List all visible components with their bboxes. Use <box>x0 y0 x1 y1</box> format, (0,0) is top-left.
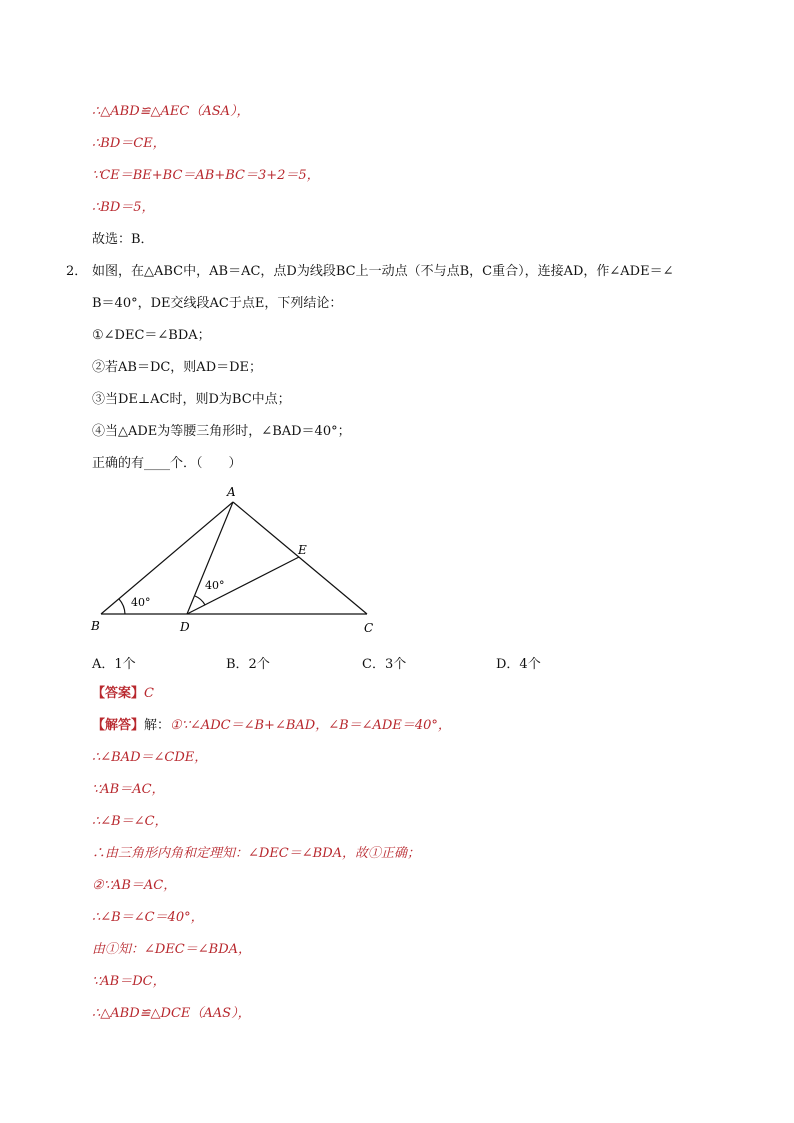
segment-ad <box>187 502 233 614</box>
answer-value: C <box>144 686 154 701</box>
triangle-figure <box>85 480 385 640</box>
option-d[interactable]: D．4个 <box>496 657 541 672</box>
answer-tag: 【答案】 <box>92 686 145 701</box>
label-d: D <box>180 620 190 634</box>
analysis-step: ∵AB＝DC， <box>92 974 166 989</box>
question-prompt: 正确的有____个．（ ） <box>92 456 242 471</box>
label-e: E <box>298 543 307 557</box>
label-a: A <box>227 485 236 499</box>
solution-line: ∵CE＝BE+BC＝AB+BC＝3+2＝5， <box>92 168 320 183</box>
label-b: B <box>91 619 100 633</box>
analysis-step: ∵AB＝AC， <box>92 782 165 797</box>
analysis-step: ∴△ABD≌△DCE（AAS）， <box>92 1006 251 1021</box>
angle-d-arc <box>195 596 205 605</box>
option-b[interactable]: B．2个 <box>226 657 270 672</box>
angle-b-arc <box>119 599 125 614</box>
conclusion-item: ②若AB＝DC，则AD＝DE； <box>92 360 263 375</box>
analysis-step: ∴∠BAD＝∠CDE， <box>92 750 208 765</box>
angle-d-label: 40° <box>205 579 225 592</box>
solution-line: ∴BD＝5， <box>92 200 155 215</box>
answer-line <box>92 685 154 703</box>
analysis-lead: 解： <box>144 718 171 733</box>
conclusion-item: ①∠DEC＝∠BDA； <box>92 328 211 343</box>
angle-b-label: 40° <box>131 596 151 609</box>
question-stem-line2: B＝40°，DE交线段AC于点E，下列结论： <box>92 296 343 311</box>
analysis-step: ∴由三角形内角和定理知：∠DEC＝∠BDA，故①正确； <box>92 846 421 861</box>
solution-line: ∴△ABD≌△AEC（ASA）， <box>92 104 250 119</box>
segment-ab <box>101 502 233 614</box>
option-a[interactable]: A．1个 <box>92 657 136 672</box>
analysis-line <box>92 717 451 735</box>
solution-line: ∴BD＝CE， <box>92 136 166 151</box>
segment-ac <box>233 502 367 614</box>
option-c[interactable]: C．3个 <box>362 657 407 672</box>
conclusion-item: ④当△ADE为等腰三角形时，∠BAD＝40°； <box>92 424 351 439</box>
conclusion-item: ③当DE⊥AC时，则D为BC中点； <box>92 392 291 407</box>
question-number: 2． <box>66 264 88 279</box>
question-stem-line1: 如图，在△ABC中，AB＝AC，点D为线段BC上一动点（不与点B，C重合），连接AD，作∠ADE＝∠ <box>92 264 674 279</box>
analysis-step: ∴∠B＝∠C＝40°， <box>92 910 204 925</box>
analysis-step: ∴∠B＝∠C， <box>92 814 168 829</box>
label-c: C <box>364 621 374 635</box>
analysis-step: ①∵∠ADC＝∠B+∠BAD，∠B＝∠ADE＝40°， <box>170 718 451 733</box>
analysis-step: ②∵AB＝AC， <box>92 878 177 893</box>
segment-de <box>187 557 299 614</box>
analysis-tag: 【解答】 <box>92 718 145 733</box>
choice-line: 故选：B． <box>92 232 154 247</box>
analysis-step: 由①知：∠DEC＝∠BDA， <box>92 942 252 957</box>
